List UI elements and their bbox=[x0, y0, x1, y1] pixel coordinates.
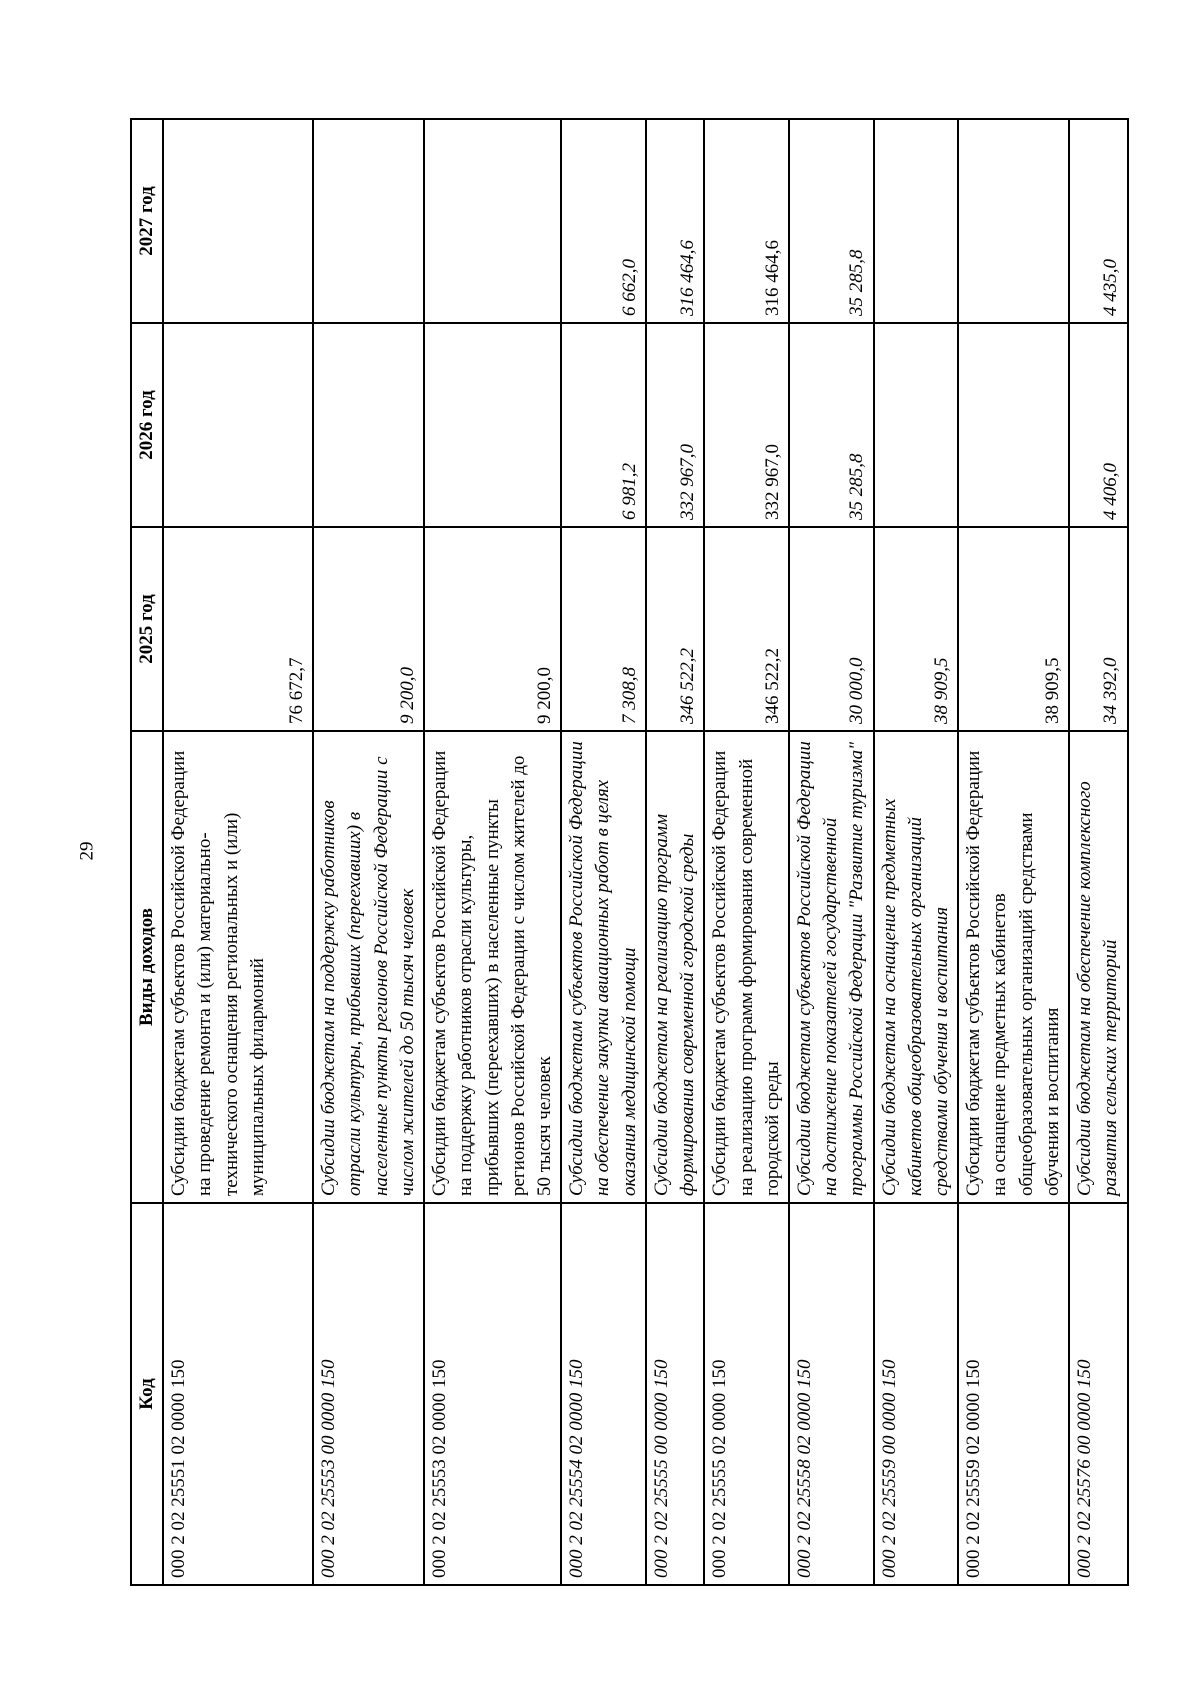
header-2026: 2026 год bbox=[131, 323, 163, 527]
header-code: Код bbox=[131, 1203, 163, 1585]
value-2025-cell: 9 200,0 bbox=[313, 527, 424, 731]
value-2026-cell bbox=[424, 323, 561, 527]
value-2026-cell bbox=[958, 323, 1069, 527]
value-2025-cell: 38 909,5 bbox=[958, 527, 1069, 731]
table-row bbox=[789, 119, 874, 1585]
value-2027-cell bbox=[958, 119, 1069, 323]
income-table bbox=[130, 118, 1129, 1586]
table-body bbox=[163, 119, 1127, 1585]
code-cell: 000 2 02 25555 00 0000 150 bbox=[646, 1203, 704, 1585]
table-row bbox=[313, 119, 424, 1585]
value-2025-cell: 34 392,0 bbox=[1069, 527, 1127, 731]
value-2026-cell: 332 967,0 bbox=[704, 323, 789, 527]
value-2026-cell: 6 981,2 bbox=[561, 323, 646, 527]
description-cell: Субсидии бюджетам субъектов Российской Федерации на реализацию программ формирования современной городской среды bbox=[704, 731, 789, 1203]
code-cell: 000 2 02 25559 00 0000 150 bbox=[874, 1203, 959, 1585]
code-cell: 000 2 02 25559 02 0000 150 bbox=[958, 1203, 1069, 1585]
description-cell: Субсидии бюджетам субъектов Российской Федерации на поддержку работников отрасли культуры, прибывших (переехавших) в населенные пункты регионов Российской Федерации с числом жителей до 50 тысяч человек bbox=[424, 731, 561, 1203]
description-cell: Субсидии бюджетам субъектов Российской Федерации на достижение показателей государственной программы Российской Федерации "Развитие туризма" bbox=[789, 731, 874, 1203]
rotated-table-container bbox=[130, 120, 1122, 1586]
table-row bbox=[163, 119, 313, 1585]
table-row bbox=[958, 119, 1069, 1585]
header-2027: 2027 год bbox=[131, 119, 163, 323]
value-2026-cell bbox=[874, 323, 959, 527]
table-row bbox=[1069, 119, 1127, 1585]
table-header-row bbox=[131, 119, 163, 1585]
value-2027-cell bbox=[874, 119, 959, 323]
table-row bbox=[704, 119, 789, 1585]
table-row bbox=[424, 119, 561, 1585]
table-row bbox=[874, 119, 959, 1585]
value-2025-cell: 38 909,5 bbox=[874, 527, 959, 731]
code-cell: 000 2 02 25576 00 0000 150 bbox=[1069, 1203, 1127, 1585]
value-2027-cell: 4 435,0 bbox=[1069, 119, 1127, 323]
value-2025-cell: 346 522,2 bbox=[704, 527, 789, 731]
value-2025-cell: 30 000,0 bbox=[789, 527, 874, 731]
header-income-types: Виды доходов bbox=[131, 731, 163, 1203]
description-cell: Субсидии бюджетам на обеспечение комплексного развития сельских территорий bbox=[1069, 731, 1127, 1203]
description-cell: Субсидии бюджетам на оснащение предметных кабинетов общеобразовательных организаций средствами обучения и воспитания bbox=[874, 731, 959, 1203]
value-2027-cell bbox=[163, 119, 313, 323]
value-2027-cell: 35 285,8 bbox=[789, 119, 874, 323]
code-cell: 000 2 02 25554 02 0000 150 bbox=[561, 1203, 646, 1585]
description-cell: Субсидии бюджетам субъектов Российской Федерации на оснащение предметных кабинетов общеобразовательных организаций средствами обучения и воспитания bbox=[958, 731, 1069, 1203]
code-cell: 000 2 02 25553 00 0000 150 bbox=[313, 1203, 424, 1585]
value-2026-cell: 4 406,0 bbox=[1069, 323, 1127, 527]
value-2025-cell: 9 200,0 bbox=[424, 527, 561, 731]
description-cell: Субсидии бюджетам на поддержку работников отрасли культуры, прибывших (переехавших) в населенные пункты регионов Российской Федерации с числом жителей до 50 тысяч человек bbox=[313, 731, 424, 1203]
value-2027-cell bbox=[313, 119, 424, 323]
value-2026-cell: 332 967,0 bbox=[646, 323, 704, 527]
description-cell: Субсидии бюджетам субъектов Российской Федерации на обеспечение закупки авиационных работ в целях оказания медицинской помощи bbox=[561, 731, 646, 1203]
description-cell: Субсидии бюджетам на реализацию программ формирования современной городской среды bbox=[646, 731, 704, 1203]
value-2026-cell bbox=[313, 323, 424, 527]
code-cell: 000 2 02 25553 02 0000 150 bbox=[424, 1203, 561, 1585]
value-2027-cell: 316 464,6 bbox=[646, 119, 704, 323]
value-2025-cell: 76 672,7 bbox=[163, 527, 313, 731]
value-2026-cell: 35 285,8 bbox=[789, 323, 874, 527]
description-cell: Субсидии бюджетам субъектов Российской Федерации на проведение ремонта и (или) материально-технического оснащения региональных и (или) муниципальных филармоний bbox=[163, 731, 313, 1203]
value-2025-cell: 7 308,8 bbox=[561, 527, 646, 731]
header-2025: 2025 год bbox=[131, 527, 163, 731]
value-2027-cell bbox=[424, 119, 561, 323]
value-2025-cell: 346 522,2 bbox=[646, 527, 704, 731]
table-row bbox=[646, 119, 704, 1585]
page-number: 29 bbox=[76, 841, 97, 861]
code-cell: 000 2 02 25551 02 0000 150 bbox=[163, 1203, 313, 1585]
table-row bbox=[561, 119, 646, 1585]
value-2026-cell bbox=[163, 323, 313, 527]
code-cell: 000 2 02 25555 02 0000 150 bbox=[704, 1203, 789, 1585]
value-2027-cell: 6 662,0 bbox=[561, 119, 646, 323]
code-cell: 000 2 02 25558 02 0000 150 bbox=[789, 1203, 874, 1585]
value-2027-cell: 316 464,6 bbox=[704, 119, 789, 323]
